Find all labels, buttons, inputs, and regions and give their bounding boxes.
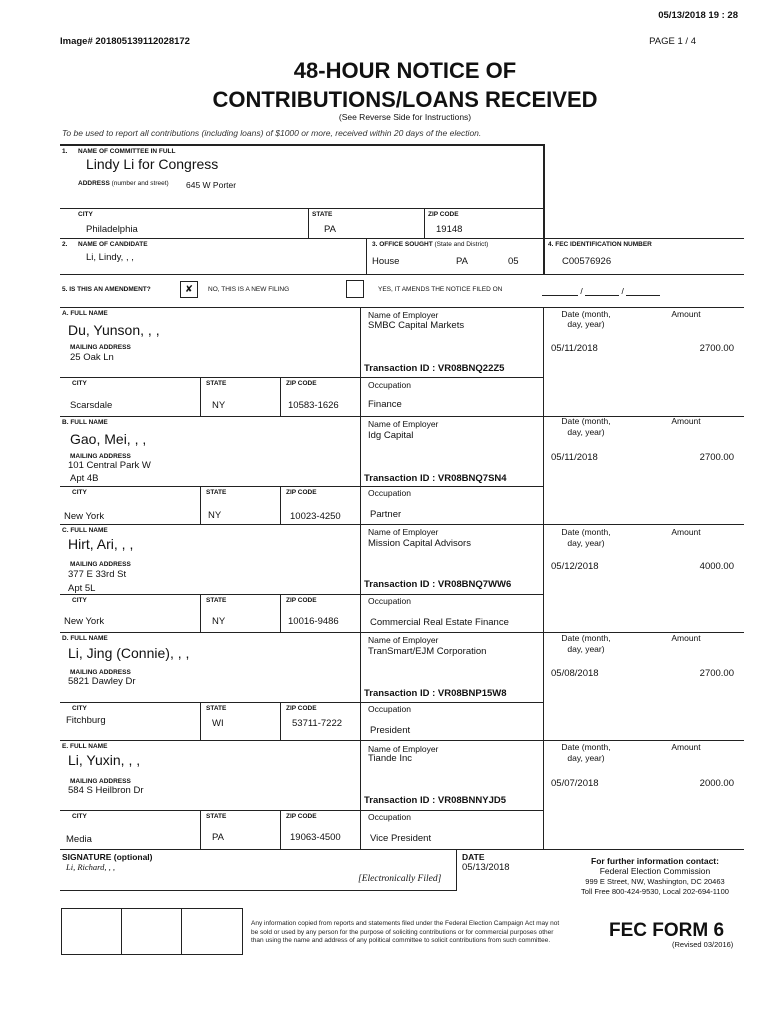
employer-label: Name of Employer	[368, 635, 439, 645]
city-label: CITY	[72, 380, 87, 387]
contributor-occupation: Commercial Real Estate Finance	[370, 617, 509, 628]
divider	[60, 208, 544, 209]
contribution-amount: 4000.00	[699, 561, 734, 572]
state-label: STATE	[206, 380, 227, 387]
employer-label: Name of Employer	[368, 419, 439, 429]
contributor-block	[0, 632, 770, 740]
amount-label: Amount	[671, 309, 701, 319]
signature-name: Li, Richard, , ,	[66, 862, 116, 872]
timestamp: 05/13/2018 19 : 28	[658, 10, 738, 21]
amount-label: Amount	[671, 416, 701, 426]
date-label-1: Date (month,	[561, 416, 611, 426]
transaction-id: Transaction ID : VR08BNQ22Z5	[364, 363, 505, 374]
zip-label: ZIP CODE	[286, 813, 317, 820]
contributor-occupation: Finance	[368, 399, 402, 410]
contributor-zip: 53711-7222	[292, 718, 343, 729]
date-label-1: Date (month,	[561, 633, 611, 643]
contributor-occupation: Vice President	[370, 833, 432, 844]
electronically-filed: [Electronically Filed]	[358, 874, 442, 884]
new-filing-label: NO, THIS IS A NEW FILING	[208, 286, 290, 293]
contact-org: Federal Election Commission	[599, 866, 711, 876]
transaction-id: Transaction ID : VR08BNP15W8	[364, 688, 507, 699]
contribution-amount: 2700.00	[699, 343, 734, 354]
amount-label: Amount	[671, 633, 701, 643]
zip-label: ZIP CODE	[286, 380, 317, 387]
date-label-2: day, year)	[567, 538, 605, 548]
contributor-name: Du, Yunson, , ,	[68, 322, 160, 338]
state-label: STATE	[206, 597, 227, 604]
contributor-state: WI	[212, 718, 224, 729]
contribution-date: 05/08/2018	[551, 668, 599, 679]
contribution-date: 05/11/2018	[551, 452, 598, 463]
contribution-amount: 2000.00	[699, 778, 734, 789]
city-label: CITY	[72, 705, 87, 712]
office-state: PA	[456, 256, 468, 267]
mailing-address-label: MAILING ADDRESS	[70, 778, 131, 785]
committee-city-label: CITY	[78, 211, 93, 218]
contributor-zip: 10583-1626	[288, 400, 339, 411]
signature-date: 05/13/2018	[462, 862, 510, 873]
employer-label: Name of Employer	[368, 310, 439, 320]
office-sought: House	[372, 256, 400, 267]
divider	[60, 849, 744, 850]
contributor-employer: Tiande Inc	[368, 753, 413, 764]
contribution-date: 05/12/2018	[551, 561, 599, 572]
image-number: Image# 201805139112028172	[60, 36, 190, 47]
contributor-name: Li, Jing (Connie), , ,	[68, 645, 190, 661]
amendment-yes-label: YES, IT AMENDS THE NOTICE FILED ON	[378, 286, 503, 293]
office-label: 3. OFFICE SOUGHT (State and District)	[372, 241, 489, 248]
contributor-employer: Mission Capital Advisors	[368, 538, 471, 549]
contributor-zip: 10016-9486	[288, 616, 339, 627]
contributor-name-label: E. FULL NAME	[62, 743, 108, 750]
zip-label: ZIP CODE	[286, 705, 317, 712]
transaction-id: Transaction ID : VR08BNQ7WW6	[364, 579, 512, 590]
address-line1: 377 E 33rd St	[68, 569, 127, 580]
contributor-state: NY	[212, 400, 226, 411]
candidate-name: Li, Lindy, , ,	[86, 252, 134, 263]
candidate-num: 2.	[62, 241, 68, 248]
address-line1: 25 Oak Ln	[70, 352, 114, 363]
amendment-label: 5. IS THIS AN AMENDMENT?	[62, 286, 151, 293]
transaction-id: Transaction ID : VR08BNNYJD5	[364, 795, 507, 806]
employer-label: Name of Employer	[368, 744, 439, 754]
mailing-address-label: MAILING ADDRESS	[70, 669, 131, 676]
contributor-name: Hirt, Ari, , ,	[68, 536, 134, 552]
date-label-1: Date (month,	[561, 742, 611, 752]
occupation-label: Occupation	[368, 704, 411, 714]
committee-address-label: ADDRESS (number and street)	[78, 180, 169, 187]
occupation-label: Occupation	[368, 812, 411, 822]
city-label: CITY	[72, 489, 87, 496]
contributor-name-label: C. FULL NAME	[62, 527, 108, 534]
section-top-line	[60, 144, 544, 146]
date-label-2: day, year)	[567, 644, 605, 654]
mailing-address-label: MAILING ADDRESS	[70, 561, 131, 568]
contribution-date: 05/11/2018	[551, 343, 598, 354]
contributor-city: Fitchburg	[66, 715, 106, 726]
committee-zip: 19148	[436, 224, 463, 235]
committee-name: Lindy Li for Congress	[86, 156, 219, 172]
occupation-label: Occupation	[368, 596, 411, 606]
contributor-state: NY	[208, 510, 222, 521]
form-title-line2: CONTRIBUTIONS/LOANS RECEIVED	[212, 87, 598, 112]
mailing-address-label: MAILING ADDRESS	[70, 453, 131, 460]
amendment-date-field: / /	[542, 286, 660, 296]
contributor-city: New York	[64, 511, 105, 522]
fec-id-label: 4. FEC IDENTIFICATION NUMBER	[548, 241, 652, 248]
contributor-city: Media	[66, 834, 92, 845]
state-label: STATE	[206, 813, 227, 820]
candidate-label: NAME OF CANDIDATE	[78, 241, 148, 248]
page-number: PAGE 1 / 4	[649, 36, 696, 47]
zip-label: ZIP CODE	[286, 489, 317, 496]
employer-label: Name of Employer	[368, 527, 439, 537]
form-name: FEC FORM 6	[609, 920, 725, 941]
occupation-label: Occupation	[368, 380, 411, 390]
date-label-2: day, year)	[567, 753, 605, 763]
address-line2: Apt 4B	[70, 473, 99, 484]
contributor-zip: 19063-4500	[290, 832, 341, 843]
address-line1: 5821 Dawley Dr	[68, 676, 136, 687]
date-label-1: Date (month,	[561, 309, 611, 319]
address-line2: Apt 5L	[68, 583, 96, 594]
divider	[60, 274, 744, 275]
committee-state-label: STATE	[312, 211, 333, 218]
address-line1: 101 Central Park W	[68, 460, 151, 471]
date-label-2: day, year)	[567, 427, 605, 437]
contributor-name: Li, Yuxin, , ,	[68, 752, 141, 768]
contributor-zip: 10023-4250	[290, 511, 341, 522]
address-line1: 584 S Heilbron Dr	[68, 785, 144, 796]
subtitle: (See Reverse Side for Instructions)	[338, 112, 472, 122]
city-label: CITY	[72, 813, 87, 820]
contribution-date: 05/07/2018	[551, 778, 599, 789]
date-label: DATE	[462, 852, 485, 862]
new-filing-checkbox[interactable]: ✘	[180, 281, 198, 298]
contributor-state: NY	[212, 616, 226, 627]
occupation-label: Occupation	[368, 488, 411, 498]
amount-label: Amount	[671, 527, 701, 537]
contact-phone: Toll Free 800-424-9530, Local 202-694-1100	[581, 887, 729, 896]
contributor-occupation: Partner	[370, 509, 402, 520]
office-district: 05	[508, 256, 519, 267]
contributor-occupation: President	[370, 725, 411, 736]
fec-id: C00576926	[562, 256, 612, 267]
committee-label: NAME OF COMMITTEE IN FULL	[78, 148, 176, 155]
committee-zip-label: ZIP CODE	[428, 211, 459, 218]
contributor-employer: Idg Capital	[368, 430, 414, 441]
contact-address: 999 E Street, NW, Washington, DC 20463	[585, 877, 725, 886]
state-label: STATE	[206, 489, 227, 496]
contributor-block	[0, 740, 770, 849]
amount-label: Amount	[671, 742, 701, 752]
committee-num: 1.	[62, 148, 68, 155]
form-title-line1: 48-HOUR NOTICE OF	[293, 58, 517, 83]
section-right-line	[543, 144, 545, 274]
contributor-name-label: A. FULL NAME	[62, 310, 108, 317]
mailing-address-label: MAILING ADDRESS	[70, 344, 131, 351]
contributor-city: Scarsdale	[70, 400, 113, 411]
contributor-block	[0, 416, 770, 524]
committee-state: PA	[324, 224, 336, 235]
state-label: STATE	[206, 705, 227, 712]
divider	[60, 238, 744, 239]
contributor-name-label: D. FULL NAME	[62, 635, 108, 642]
contribution-amount: 2700.00	[699, 668, 734, 679]
committee-address: 645 W Porter	[186, 180, 237, 190]
contributor-city: New York	[64, 616, 105, 627]
contribution-amount: 2700.00	[699, 452, 734, 463]
contributor-block	[0, 307, 770, 416]
office-use-box	[61, 908, 243, 955]
date-label-2: day, year)	[567, 319, 605, 329]
zip-label: ZIP CODE	[286, 597, 317, 604]
contributor-name: Gao, Mei, , ,	[70, 431, 147, 447]
transaction-id: Transaction ID : VR08BNQ7SN4	[364, 473, 507, 484]
instruction: To be used to report all contributions (including loans) of $1000 or more, received within 20 days of the election.	[62, 128, 482, 138]
contact-title: For further information contact:	[591, 856, 719, 866]
signature-label: SIGNATURE (optional)	[62, 852, 153, 862]
revised-date: (Revised 03/2016)	[672, 940, 734, 949]
city-label: CITY	[72, 597, 87, 604]
contributor-employer: SMBC Capital Markets	[368, 320, 465, 331]
usage-notice: Any information copied from reports and statements filed under the Federal Election Campaign Act may not be sold or used by any person for the purpose of soliciting contributions or for commercial purposes other than using the name and address of any political committee to solicit contributions from such committee.	[251, 920, 560, 944]
committee-city: Philadelphia	[86, 224, 138, 235]
contributor-state: PA	[212, 832, 224, 843]
amendment-checkbox[interactable]	[346, 280, 364, 298]
contributor-name-label: B. FULL NAME	[62, 419, 108, 426]
contributor-employer: TranSmart/EJM Corporation	[368, 646, 487, 657]
contributor-block	[0, 524, 770, 632]
date-label-1: Date (month,	[561, 527, 611, 537]
